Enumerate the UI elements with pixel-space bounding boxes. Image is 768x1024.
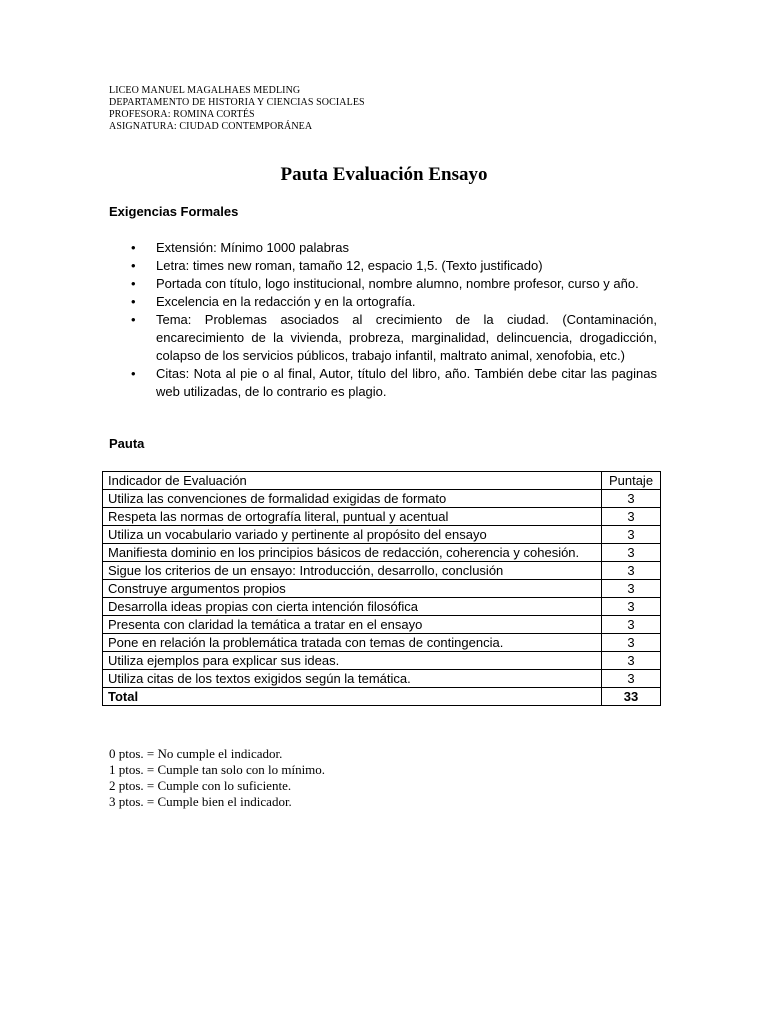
indicator-cell: Utiliza las convenciones de formalidad exigidas de formato bbox=[103, 490, 602, 508]
table-row bbox=[103, 562, 661, 580]
list-item: • Extensión: Mínimo 1000 palabras bbox=[109, 239, 657, 257]
score-cell: 3 bbox=[602, 544, 661, 562]
school-header bbox=[109, 85, 365, 133]
score-cell: 3 bbox=[602, 490, 661, 508]
table-row bbox=[103, 490, 661, 508]
score-cell: 3 bbox=[602, 508, 661, 526]
list-item: • Letra: times new roman, tamaño 12, espacio 1,5. (Texto justificado) bbox=[109, 257, 657, 275]
score-cell: 3 bbox=[602, 652, 661, 670]
formal-requirements-heading: Exigencias Formales bbox=[109, 204, 239, 219]
score-column-header: Puntaje bbox=[602, 472, 661, 490]
subject-name: ASIGNATURA: CIUDAD CONTEMPORÁNEA bbox=[109, 121, 313, 132]
formal-requirements-list bbox=[109, 239, 657, 401]
indicator-cell: Utiliza citas de los textos exigidos según la temática. bbox=[103, 670, 602, 688]
scale-line: 1 ptos. = Cumple tan solo con lo mínimo. bbox=[109, 762, 326, 777]
school-name: LICEO MANUEL MAGALHAES MEDLING bbox=[109, 85, 301, 96]
indicator-cell: Manifiesta dominio en los principios básicos de redacción, coherencia y cohesión. bbox=[103, 544, 602, 562]
indicator-cell: Sigue los criterios de un ensayo: Introducción, desarrollo, conclusión bbox=[103, 562, 602, 580]
table-row bbox=[103, 508, 661, 526]
teacher-name: PROFESORA: ROMINA CORTÉS bbox=[109, 109, 255, 120]
score-cell: 3 bbox=[602, 598, 661, 616]
rubric-table bbox=[102, 471, 661, 706]
score-cell: 3 bbox=[602, 562, 661, 580]
total-row bbox=[103, 688, 661, 706]
indicator-cell: Presenta con claridad la temática a tratar en el ensayo bbox=[103, 616, 602, 634]
list-item: • Portada con título, logo institucional, nombre alumno, nombre profesor, curso y año. bbox=[109, 275, 657, 293]
table-row bbox=[103, 580, 661, 598]
department-name: DEPARTAMENTO DE HISTORIA Y CIENCIAS SOCIALES bbox=[109, 97, 365, 108]
list-item: • Citas: Nota al pie o al final, Autor, título del libro, año. También debe citar las paginas web utilizadas, de lo contrario es plagio. bbox=[109, 365, 657, 401]
rubric-heading: Pauta bbox=[109, 436, 145, 451]
score-cell: 3 bbox=[602, 580, 661, 598]
scale-line: 3 ptos. = Cumple bien el indicador. bbox=[109, 794, 292, 809]
scale-line: 2 ptos. = Cumple con lo suficiente. bbox=[109, 778, 292, 793]
table-row bbox=[103, 598, 661, 616]
indicator-cell: Utiliza ejemplos para explicar sus ideas. bbox=[103, 652, 602, 670]
indicator-cell: Utiliza un vocabulario variado y pertinente al propósito del ensayo bbox=[103, 526, 602, 544]
total-label: Total bbox=[103, 688, 602, 706]
score-scale-legend bbox=[109, 746, 325, 810]
score-cell: 3 bbox=[602, 616, 661, 634]
table-row bbox=[103, 652, 661, 670]
scale-line: 0 ptos. = No cumple el indicador. bbox=[109, 746, 283, 761]
page-title: Pauta Evaluación Ensayo bbox=[280, 164, 488, 185]
indicator-column-header: Indicador de Evaluación bbox=[103, 472, 602, 490]
indicator-cell: Respeta las normas de ortografía literal, puntual y acentual bbox=[103, 508, 602, 526]
table-row bbox=[103, 544, 661, 562]
table-header-row bbox=[103, 472, 661, 490]
score-cell: 3 bbox=[602, 670, 661, 688]
list-item: • Excelencia en la redacción y en la ortografía. bbox=[109, 293, 657, 311]
table-row bbox=[103, 670, 661, 688]
table-row bbox=[103, 526, 661, 544]
indicator-cell: Desarrolla ideas propias con cierta intención filosófica bbox=[103, 598, 602, 616]
list-item: • Tema: Problemas asociados al crecimiento de la ciudad. (Contaminación, encarecimiento de la vivienda, probreza, marginalidad, delincuencia, drogadicción, colapso de los servicios públicos, trabajo infantil, maltrato animal, xenofobia, etc.) bbox=[109, 311, 657, 365]
score-cell: 3 bbox=[602, 526, 661, 544]
total-score: 33 bbox=[602, 688, 661, 706]
score-cell: 3 bbox=[602, 634, 661, 652]
table-row bbox=[103, 634, 661, 652]
indicator-cell: Pone en relación la problemática tratada con temas de contingencia. bbox=[103, 634, 602, 652]
table-row bbox=[103, 616, 661, 634]
indicator-cell: Construye argumentos propios bbox=[103, 580, 602, 598]
